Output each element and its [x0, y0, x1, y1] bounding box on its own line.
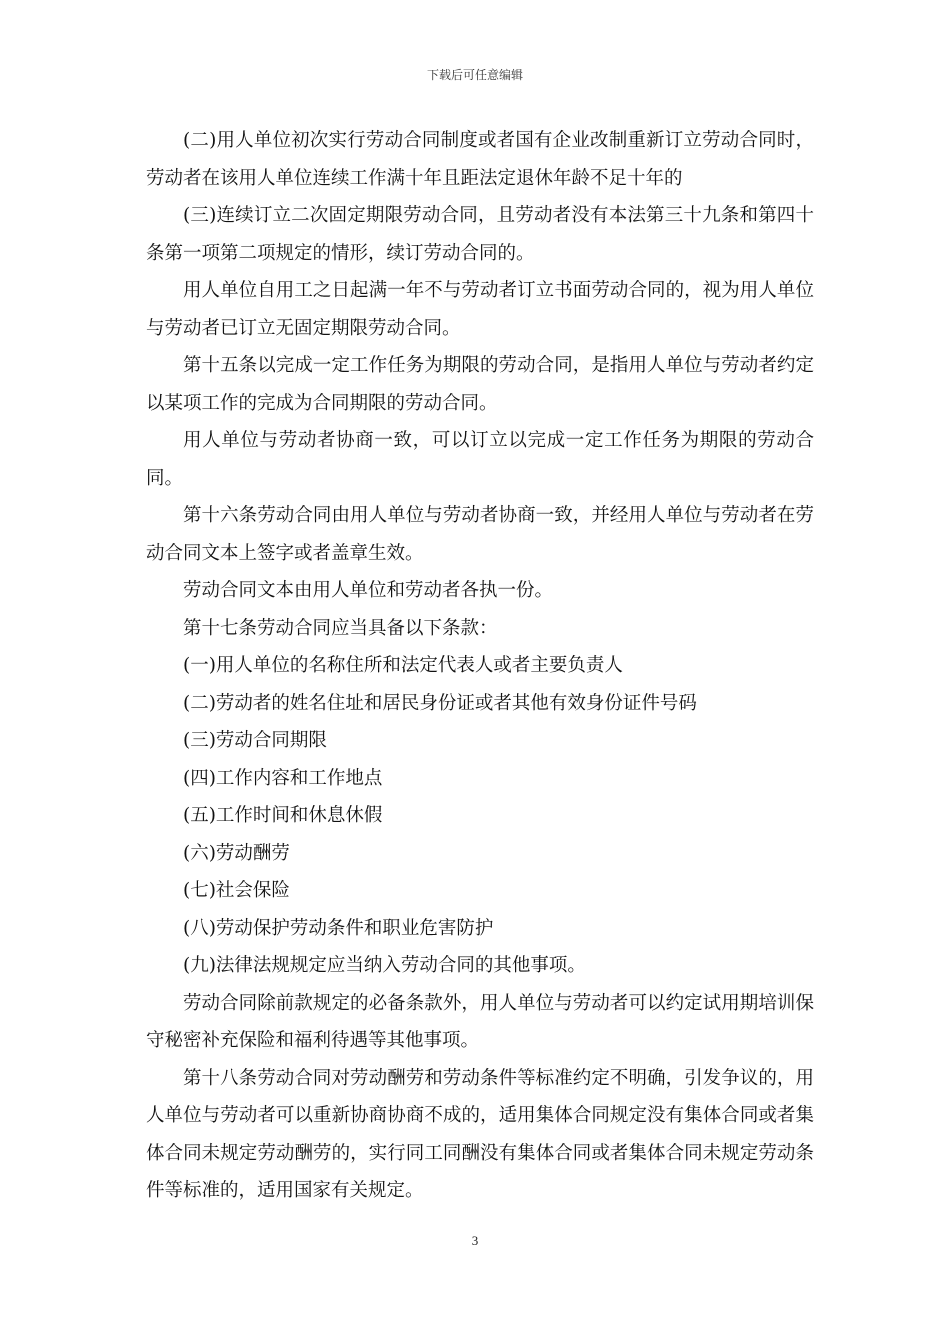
paragraph: 第十六条劳动合同由用人单位与劳动者协商一致，并经用人单位与劳动者在劳动合同文本上签字或者盖章生效。: [146, 505, 814, 564]
paragraph: 劳动合同文本由用人单位和劳动者各执一份。: [183, 580, 554, 601]
list-item: (三)劳动合同期限: [183, 730, 327, 751]
list-item: (四)工作内容和工作地点: [183, 767, 383, 789]
paragraph: 用人单位自用工之日起满一年不与劳动者订立书面劳动合同的，视为用人单位与劳动者已订立无固定期限劳动合同。: [146, 280, 814, 339]
list-item: (八)劳动保护劳动条件和职业危害防护: [183, 917, 494, 939]
paragraph: 第十七条劳动合同应当具备以下条款：: [183, 617, 498, 639]
paragraph: (三)连续订立二次固定期限劳动合同，且劳动者没有本法第三十九条和第四十条第一项第二项规定的情形，续订劳动合同的。: [146, 205, 814, 264]
list-item: (六)劳动酬劳: [183, 842, 290, 864]
list-item: (一)用人单位的名称住所和法定代表人或者主要负责人: [183, 655, 623, 676]
list-item: (二)劳动者的姓名住址和居民身份证或者其他有效身份证件号码: [183, 692, 697, 714]
page-number: 3: [471, 1233, 479, 1248]
paragraph: (二)用人单位初次实行劳动合同制度或者国有企业改制重新订立劳动合同时，劳动者在该用人单位连续工作满十年且距法定退休年龄不足十年的: [146, 130, 814, 189]
document-body: [146, 122, 814, 1210]
list-item: (七)社会保险: [183, 880, 290, 901]
paragraph: 劳动合同除前款规定的必备条款外，用人单位与劳动者可以约定试用期培训保守秘密补充保险和福利待遇等其他事项。: [146, 992, 814, 1051]
paragraph: 第十八条劳动合同对劳动酬劳和劳动条件等标准约定不明确，引发争议的，用人单位与劳动者可以重新协商协商不成的，适用集体合同规定没有集体合同或者集体合同未规定劳动酬劳的，实行同工同酬没有集体合同或者集体合同未规定劳动条件等标准的，适用国家有关规定。: [146, 1067, 814, 1201]
page-header-note: 下载后可任意编辑: [426, 68, 523, 82]
list-item: (五)工作时间和休息休假: [183, 805, 383, 826]
paragraph: 用人单位与劳动者协商一致，可以订立以完成一定工作任务为期限的劳动合同。: [146, 430, 814, 489]
paragraph: 第十五条以完成一定工作任务为期限的劳动合同，是指用人单位与劳动者约定以某项工作的完成为合同期限的劳动合同。: [146, 355, 814, 414]
list-item: (九)法律法规规定应当纳入劳动合同的其他事项。: [183, 955, 586, 976]
